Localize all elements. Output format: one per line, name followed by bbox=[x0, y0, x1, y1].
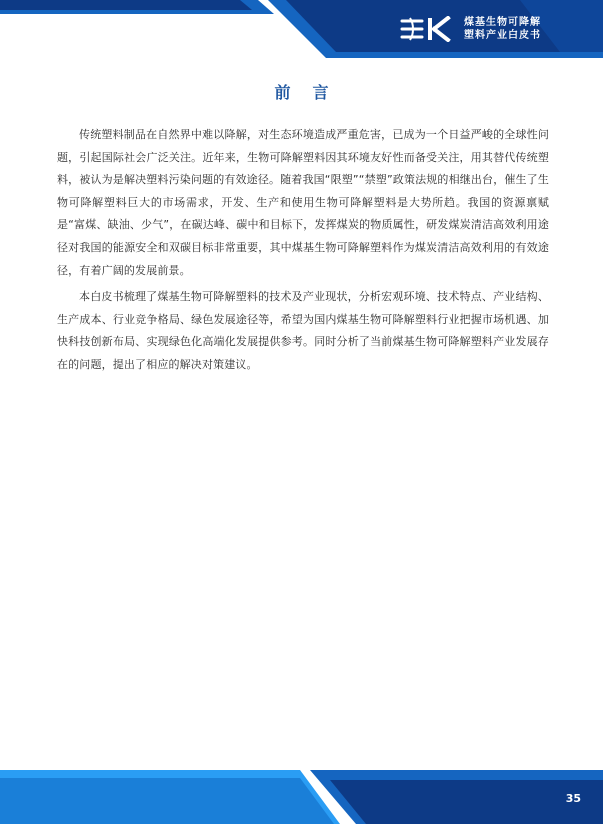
logo-line-1: 煤基生物可降解 bbox=[464, 17, 541, 28]
footer-band bbox=[0, 770, 603, 824]
logo-text bbox=[464, 16, 541, 42]
page-number: 35 bbox=[565, 792, 581, 805]
paragraph-2: 本白皮书梳理了煤基生物可降解塑料的技术及产业现状，分析宏观环境、技术特点、产业结构、生产成本、行业竞争格局、绿色发展途径等，希望为国内煤基生物可降解塑料行业把握市场机遇、加快科技创新布局、实现绿色化高端化发展提供参考。同时分析了当前煤基生物可降解塑料产业发展存在的问题，提出了相应的解决对策建议。 bbox=[57, 290, 549, 371]
brand-logo bbox=[400, 14, 541, 44]
page-title: 前言 bbox=[274, 83, 351, 102]
body-text bbox=[57, 124, 549, 381]
ek-logo-icon bbox=[400, 16, 458, 42]
paragraph-1: 传统塑料制品在自然界中难以降解，对生态环境造成严重危害，已成为一个日益严峻的全球性问题，引起国际社会广泛关注。近年来，生物可降解塑料因其环境友好性而备受关注，用其替代传统塑料，被认为是解决塑料污染问题的有效途径。随着我国“限塑”“禁塑”政策法规的相继出台，催生了生物可降解塑料巨大的市场需求，开发、生产和使用生物可降解塑料是大势所趋。我国的资源禀赋是“富煤、缺油、少气”，在碳达峰、碳中和目标下，发挥煤炭的物质属性，研发煤炭清洁高效利用途径对我国的能源安全和双碳目标非常重要，其中煤基生物可降解塑料作为煤炭清洁高效利用的有效途径，有着广阔的发展前景。 bbox=[57, 128, 549, 277]
logo-line-2: 塑料产业白皮书 bbox=[464, 30, 541, 41]
footer-decoration bbox=[0, 770, 603, 824]
